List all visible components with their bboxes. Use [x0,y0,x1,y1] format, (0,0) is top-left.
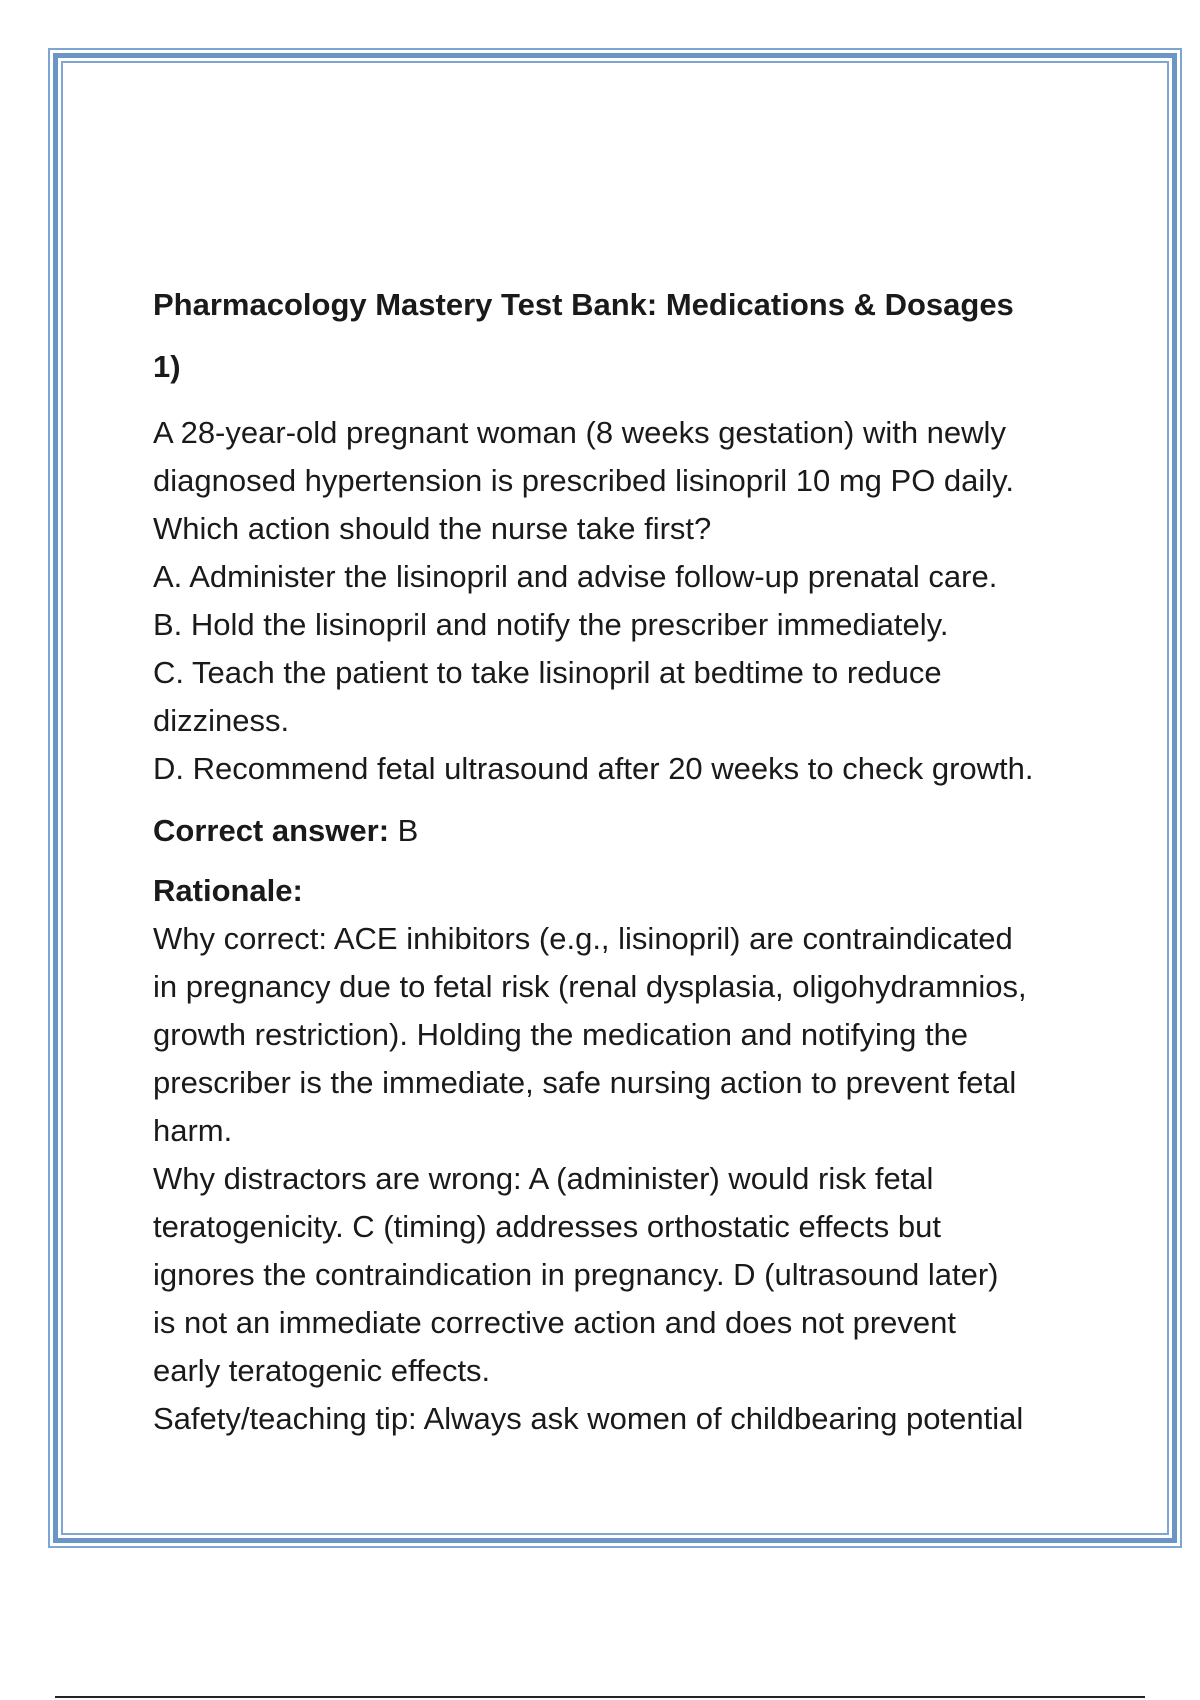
correct-answer-label: Correct answer: [153,813,390,848]
rationale-line: Why correct: ACE inhibitors (e.g., lisinopril) are contraindicated [153,921,1013,956]
correct-answer [153,807,1153,855]
rationale-line: ignores the contraindication in pregnancy. D (ultrasound later) [153,1257,999,1292]
stem-line: diagnosed hypertension is prescribed lisinopril 10 mg PO daily. [153,463,1014,498]
option-a: A. Administer the lisinopril and advise follow-up prenatal care. [153,559,998,594]
stem-line: A 28-year-old pregnant woman (8 weeks gestation) with newly [153,415,1006,450]
option-b: B. Hold the lisinopril and notify the prescriber immediately. [153,607,949,642]
rationale-body [153,915,1153,1443]
option-c-continued: dizziness. [153,703,290,738]
rationale-line: harm. [153,1113,233,1148]
rationale-line: growth restriction). Holding the medication and notifying the [153,1017,969,1052]
option-d: D. Recommend fetal ultrasound after 20 weeks to check growth. [153,751,1034,786]
answer-options [153,553,1153,793]
rationale-line: prescriber is the immediate, safe nursing action to prevent fetal [153,1065,1017,1100]
question-number: 1) [153,349,181,384]
page-border-inner [61,61,1169,1535]
question-content [153,285,1153,1443]
page-border-middle [53,53,1177,1543]
rationale-heading: Rationale: [153,873,303,908]
correct-answer-value: B [389,813,419,848]
rationale-line: teratogenicity. C (timing) addresses orthostatic effects but [153,1209,941,1244]
question-stem [153,409,1153,553]
option-c: C. Teach the patient to take lisinopril at bedtime to reduce [153,655,942,690]
page-border-outer [48,48,1182,1548]
rationale-line: early teratogenic effects. [153,1353,491,1388]
rationale-line: in pregnancy due to fetal risk (renal dysplasia, oligohydramnios, [153,969,1027,1004]
rationale-line: Safety/teaching tip: Always ask women of childbearing potential [153,1401,1024,1436]
document-title: Pharmacology Mastery Test Bank: Medications & Dosages [153,287,1014,322]
rationale-line: Why distractors are wrong: A (administer) would risk fetal [153,1161,934,1196]
footer-divider [55,1696,1145,1698]
rationale-line: is not an immediate corrective action and does not prevent [153,1305,957,1340]
stem-line: Which action should the nurse take first? [153,511,712,546]
